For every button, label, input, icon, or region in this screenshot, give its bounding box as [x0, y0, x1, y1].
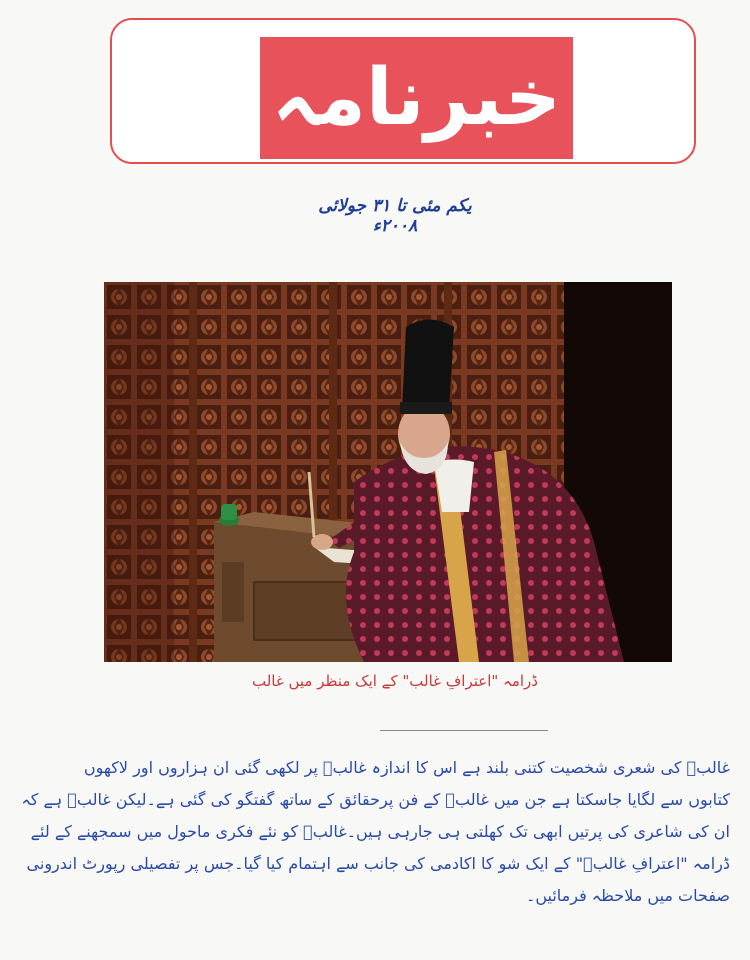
- photo-caption: ڈرامہ "اعترافِ غالب" کے ایک منظر میں غالب: [252, 672, 538, 690]
- cover-photo: [104, 282, 672, 662]
- masthead-banner: [260, 37, 573, 159]
- article-line: ان کی شاعری کی پرتیں ابھی تک کھلتی ہی جارہی ہیں۔غالبؔ کو نئے فکری ماحول میں سمجھنے کے لئے: [30, 822, 730, 841]
- article-line: کتابوں سے لگایا جاسکتا ہے جن میں غالبؔ کے فن پرحقائق کے ساتھ گفتگو کی گئی ہے۔لیکن غالبؔ ہے کہ: [21, 790, 730, 809]
- article-line: ڈرامہ "اعترافِ غالبؔ" کے ایک شو کا اکادمی کی جانب سے اہتمام کیا گیا۔جس پر تفصیلی رپورٹ اندرونی: [26, 854, 730, 873]
- issue-date: یکم مئی تا ۳۱ جولائی ۲۰۰۸ء: [318, 196, 472, 236]
- article-line: غالبؔ کی شعری شخصیت کتنی بلند ہے اس کا اندازہ غالبؔ پر لکھی گئی ان ہزاروں اور لاکھوں: [83, 758, 730, 777]
- article-line: صفحات میں ملاحظہ فرمائیں۔: [525, 886, 730, 905]
- masthead-title: خبرنامہ: [271, 53, 562, 143]
- section-divider: [380, 730, 548, 731]
- article-body: [21, 752, 730, 912]
